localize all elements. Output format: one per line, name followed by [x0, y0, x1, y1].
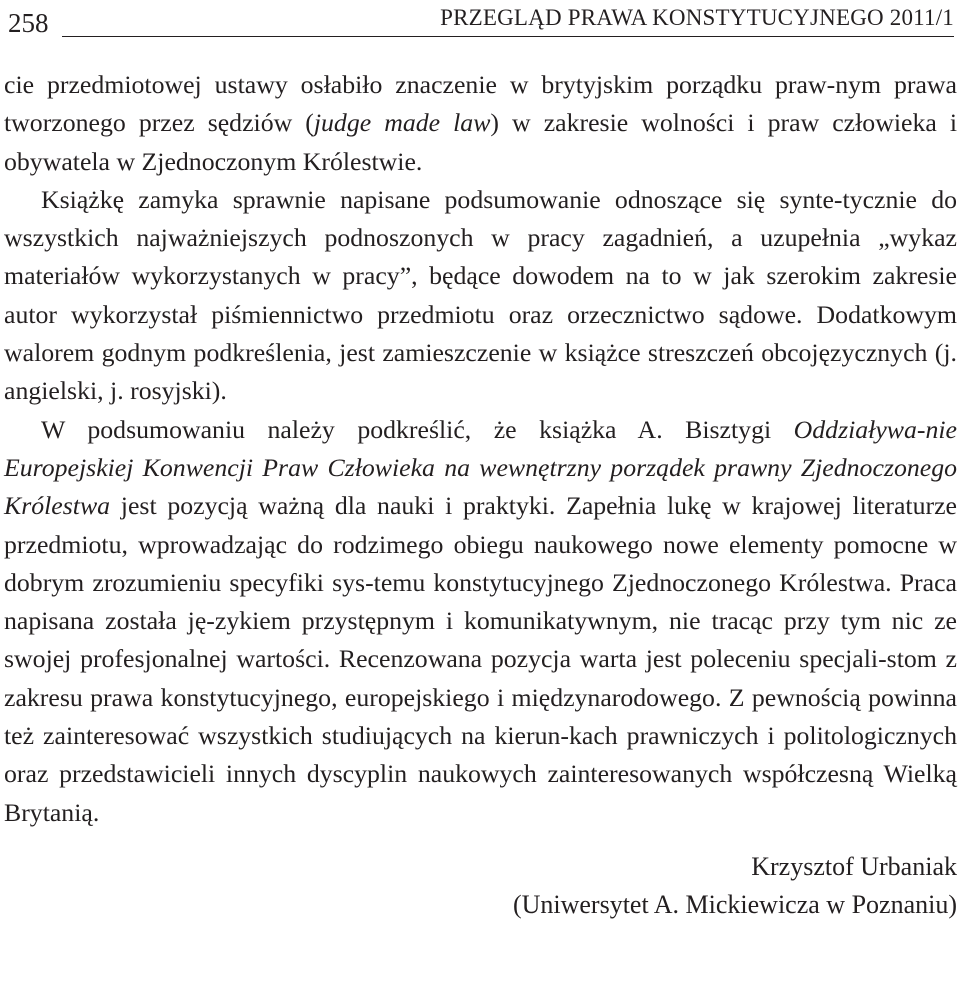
paragraph-3-book-title: Oddziaływa-nie Europejskiej Konwencji Praw Człowieka na wewnętrzny porządek prawny Zjednoczonego Królestwa [4, 414, 957, 521]
running-head [4, 0, 957, 50]
paragraph-1-segment-1: cie przedmiotowej ustawy osłabiło znaczenie w brytyjskim porządku praw-nym prawa tworzonego przez sędziów ( [4, 70, 957, 138]
signature [4, 848, 957, 924]
page-number: 258 [8, 8, 49, 38]
signature-author: Krzysztof Urbaniak [751, 851, 957, 881]
body-text [4, 66, 957, 832]
paragraph-3-segment-3: jest pozycją ważną dla nauki i praktyki. Zapełnia lukę w krajowej literaturze przedmiotu, wprowadzając do rodzimego obiegu naukowego nowe elementy pomocne w dobrym zrozumieniu specyfiki sys-temu konstytucyjnego Zjednoczonego Królestwa. Praca napisana została ję-zykiem przystępnym i komunikatywnym, nie tracąc przy tym nic ze swojej profesjonalnej wartości. Recenzowana pozycja warta jest poleceniu specjali-stom z zakresu prawa konstytucyjnego, europejskiego i międzynarodowego. Z pewnością powinna też zainteresować wszystkich studiujących na kierun-kach prawniczych i politologicznych oraz przedstawicieli innych dyscyplin naukowych zainteresowanych współczesną Wielką Brytanią. [4, 491, 957, 827]
paragraph-1-segment-3: ) w zakresie wolności i praw człowieka i obywatela w Zjednoczonym Królestwie. [4, 108, 957, 176]
paragraph-3-segment-1: W podsumowaniu należy podkreślić, że książka A. Bisztygi [41, 414, 794, 444]
paragraph-2-segment-1: Książkę zamyka sprawnie napisane podsumowanie odnoszące się synte-tycznie do wszystkich najważniejszych podnoszonych w pracy zagadnień, a uzupełnia „wykaz materiałów wykorzystanych w pracy”, będące dowodem na to w jak szerokim zakresie autor wykorzystał piśmiennictwo przedmiotu oraz orzecznictwo sądowe. Dodatkowym walorem godnym podkreślenia, jest zamieszczenie w książce streszczeń obcojęzycznych (j. angielski, j. rosyjski). [4, 184, 957, 406]
signature-affiliation: (Uniwersytet A. Mickiewicza w Poznaniu) [512, 889, 957, 919]
paragraph-3 [4, 411, 957, 832]
paragraph-2 [4, 181, 957, 411]
journal-title: PRZEGLĄD PRAWA KONSTYTUCYJNEGO 2011/1 [440, 5, 954, 30]
header-rule [62, 36, 954, 37]
paragraph-1-italic-term: judge made law [313, 108, 491, 138]
paragraph-1 [4, 66, 957, 181]
